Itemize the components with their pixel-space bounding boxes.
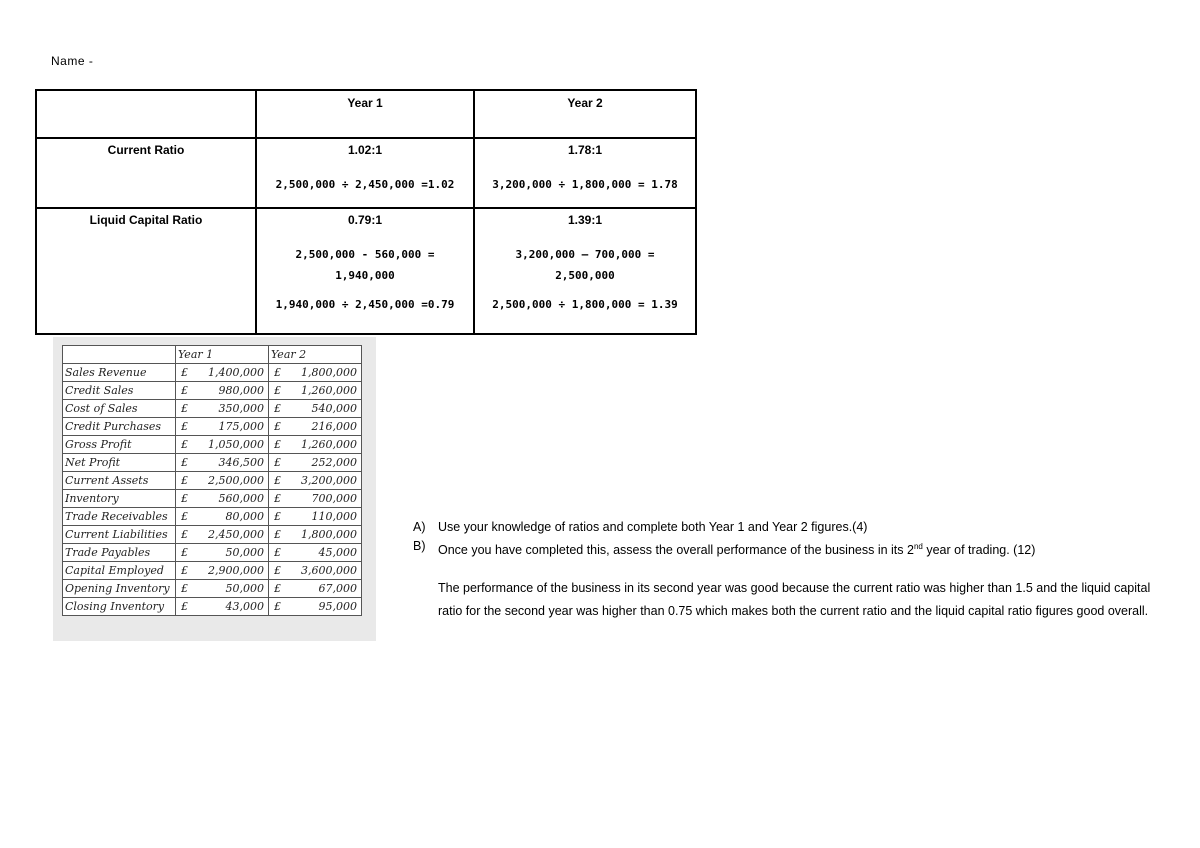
ratio-header-year1: Year 1: [256, 90, 474, 138]
currency-symbol: £: [181, 528, 188, 541]
financial-value-year1: [176, 598, 269, 616]
amount: 2,900,000: [208, 564, 264, 577]
financial-row: [63, 472, 362, 490]
financial-value-year1: [176, 562, 269, 580]
currency-symbol: £: [181, 456, 188, 469]
amount: 346,500: [218, 456, 264, 469]
amount: 700,000: [311, 492, 357, 505]
amount: 540,000: [311, 402, 357, 415]
questions-section: [413, 518, 1173, 623]
amount: 110,000: [311, 510, 357, 523]
currency-symbol: £: [181, 384, 188, 397]
ratio-header-year2: Year 2: [474, 90, 696, 138]
financial-value-year1: [176, 364, 269, 382]
financial-row: [63, 526, 362, 544]
financial-value-year2: [269, 544, 362, 562]
financial-value-year2: [269, 418, 362, 436]
question-a-text: Use your knowledge of ratios and complete both Year 1 and Year 2 figures.(4): [438, 520, 868, 534]
question-b-text: Once you have completed this, assess the overall performance of the business in its 2nd year of trading. (12): [438, 542, 1036, 558]
amount: 560,000: [218, 492, 264, 505]
question-b-marker: B): [413, 539, 426, 553]
question-a-marker: A): [413, 520, 426, 534]
financial-row: [63, 508, 362, 526]
financial-row-label: Sales Revenue: [63, 364, 176, 382]
amount: 1,260,000: [301, 438, 357, 451]
answer-paragraph: The performance of the business in its second year was good because the current ratio was higher than 1.5 and the liquid capital ratio for the second year was higher than 0.75 which makes both the current ratio and the liquid capital ratio figures good overall.: [438, 581, 1151, 619]
financial-row: [63, 364, 362, 382]
financial-value-year2: [269, 472, 362, 490]
currency-symbol: £: [181, 402, 188, 415]
amount: 95,000: [318, 600, 357, 613]
currency-symbol: £: [274, 474, 281, 487]
amount: 1,260,000: [301, 384, 357, 397]
currency-symbol: £: [274, 420, 281, 433]
financial-header-year2: Year 2: [269, 346, 362, 364]
financial-row-label: Trade Payables: [63, 544, 176, 562]
amount: 350,000: [218, 402, 264, 415]
currency-symbol: £: [274, 564, 281, 577]
amount: 3,200,000: [301, 474, 357, 487]
financial-value-year2: [269, 562, 362, 580]
amount: 1,050,000: [208, 438, 264, 451]
currency-symbol: £: [181, 474, 188, 487]
financial-value-year1: [176, 472, 269, 490]
amount: 216,000: [311, 420, 357, 433]
financial-value-year2: [269, 436, 362, 454]
currency-symbol: £: [274, 366, 281, 379]
financial-row: [63, 418, 362, 436]
amount: 1,400,000: [208, 366, 264, 379]
amount: 43,000: [225, 600, 264, 613]
financial-value-year1: [176, 490, 269, 508]
financial-value-year2: [269, 454, 362, 472]
financial-value-year2: [269, 490, 362, 508]
amount: 980,000: [218, 384, 264, 397]
financial-row-label: Trade Receivables: [63, 508, 176, 526]
currency-symbol: £: [181, 420, 188, 433]
financial-value-year1: [176, 454, 269, 472]
question-a: [413, 518, 1173, 537]
financial-row-label: Current Liabilities: [63, 526, 176, 544]
financial-value-year1: [176, 400, 269, 418]
current-ratio-row: [36, 138, 696, 208]
current-ratio-year1: 1.02:1 2,500,000 ÷ 2,450,000 =1.02: [256, 138, 474, 208]
financial-row-label: Inventory: [63, 490, 176, 508]
amount: 3,600,000: [301, 564, 357, 577]
currency-symbol: £: [274, 402, 281, 415]
financial-row-label: Current Assets: [63, 472, 176, 490]
currency-symbol: £: [181, 492, 188, 505]
financial-value-year2: [269, 598, 362, 616]
currency-symbol: £: [274, 600, 281, 613]
currency-symbol: £: [274, 528, 281, 541]
currency-symbol: £: [181, 564, 188, 577]
currency-symbol: £: [274, 438, 281, 451]
financial-value-year2: [269, 526, 362, 544]
financial-figures-table: [62, 345, 362, 616]
name-label: Name -: [51, 54, 94, 68]
amount: 252,000: [311, 456, 357, 469]
amount: 175,000: [218, 420, 264, 433]
financial-row: [63, 436, 362, 454]
liquid-ratio-year1: 0.79:1 2,500,000 - 560,000 = 1,940,000 1,940,000 ÷ 2,450,000 =0.79: [256, 208, 474, 334]
financial-header-year1: Year 1: [176, 346, 269, 364]
financial-value-year2: [269, 508, 362, 526]
financial-row-label: Cost of Sales: [63, 400, 176, 418]
financial-row-label: Opening Inventory: [63, 580, 176, 598]
amount: 2,500,000: [208, 474, 264, 487]
amount: 50,000: [225, 546, 264, 559]
amount: 45,000: [318, 546, 357, 559]
ratio-table: [35, 89, 697, 335]
financial-row-label: Gross Profit: [63, 436, 176, 454]
amount: 50,000: [225, 582, 264, 595]
ratio-header-blank: [36, 90, 256, 138]
amount: 67,000: [318, 582, 357, 595]
current-ratio-year2: 1.78:1 3,200,000 ÷ 1,800,000 = 1.78: [474, 138, 696, 208]
currency-symbol: £: [181, 366, 188, 379]
financial-row: [63, 598, 362, 616]
financial-row: [63, 400, 362, 418]
financial-value-year1: [176, 544, 269, 562]
amount: 1,800,000: [301, 366, 357, 379]
financial-header-blank: [63, 346, 176, 364]
financial-row: [63, 454, 362, 472]
currency-symbol: £: [274, 384, 281, 397]
currency-symbol: £: [181, 438, 188, 451]
financial-value-year1: [176, 418, 269, 436]
financial-value-year2: [269, 580, 362, 598]
currency-symbol: £: [181, 600, 188, 613]
financial-value-year2: [269, 400, 362, 418]
financial-row-label: Credit Sales: [63, 382, 176, 400]
financial-row-label: Capital Employed: [63, 562, 176, 580]
financial-row: [63, 544, 362, 562]
financial-row: [63, 490, 362, 508]
liquid-ratio-label: Liquid Capital Ratio: [36, 208, 256, 334]
currency-symbol: £: [274, 510, 281, 523]
currency-symbol: £: [274, 582, 281, 595]
financial-value-year1: [176, 382, 269, 400]
ratio-table-header-row: [36, 90, 696, 138]
financial-row: [63, 562, 362, 580]
financial-row-label: Net Profit: [63, 454, 176, 472]
financial-value-year1: [176, 580, 269, 598]
question-b: [413, 537, 1173, 560]
currency-symbol: £: [181, 582, 188, 595]
liquid-capital-ratio-row: [36, 208, 696, 334]
current-ratio-label: Current Ratio: [36, 138, 256, 208]
financial-header-row: [63, 346, 362, 364]
currency-symbol: £: [274, 546, 281, 559]
financial-value-year2: [269, 364, 362, 382]
currency-symbol: £: [181, 546, 188, 559]
financial-value-year1: [176, 436, 269, 454]
currency-symbol: £: [181, 510, 188, 523]
financial-value-year2: [269, 382, 362, 400]
amount: 2,450,000: [208, 528, 264, 541]
financial-figures-image: [53, 337, 376, 641]
financial-row: [63, 382, 362, 400]
financial-row: [63, 580, 362, 598]
financial-row-label: Closing Inventory: [63, 598, 176, 616]
financial-value-year1: [176, 526, 269, 544]
financial-value-year1: [176, 508, 269, 526]
financial-row-label: Credit Purchases: [63, 418, 176, 436]
amount: 1,800,000: [301, 528, 357, 541]
currency-symbol: £: [274, 492, 281, 505]
amount: 80,000: [225, 510, 264, 523]
liquid-ratio-year2: 1.39:1 3,200,000 – 700,000 = 2,500,000 2,500,000 ÷ 1,800,000 = 1.39: [474, 208, 696, 334]
currency-symbol: £: [274, 456, 281, 469]
